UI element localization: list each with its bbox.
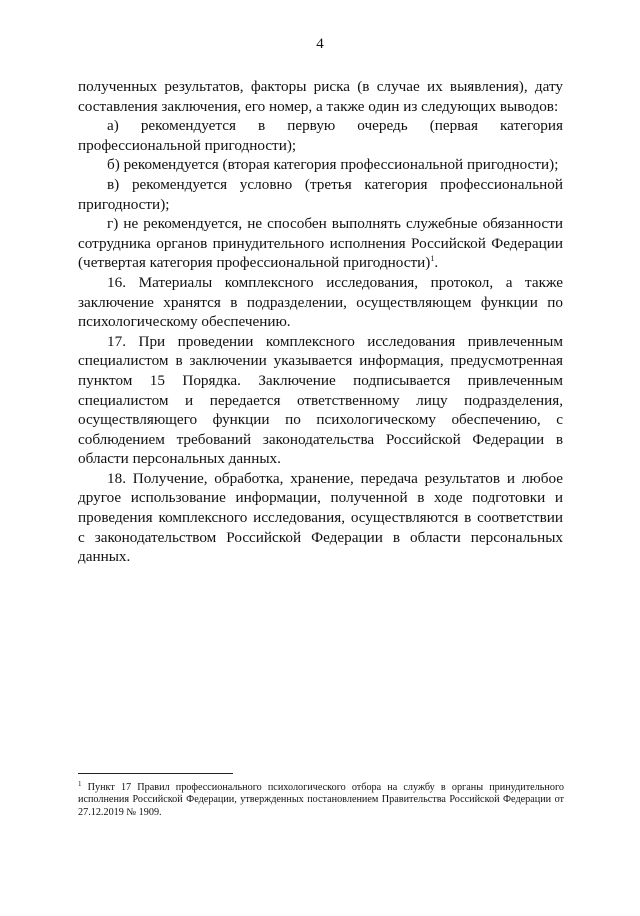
paragraph-17: 17. При проведении комплексного исследования привлеченным специалистом в заключении указывается информация, предусмотренная пунктом 15 Порядка. Заключение подписывается привлеченным специалистом и передается ответственному лицу подразделения, осуществляющего функции по психологическому обеспечению, с соблюдением требований законодательства Российской Федерации в области персональных данных.	[78, 332, 563, 468]
paragraph-18: 18. Получение, обработка, хранение, передача результатов и любое другое использование информации, полученной в ходе подготовки и проведения комплексного исследования, осуществляются в соответствии с законодательством Российской Федерации в области персональных данных.	[78, 469, 563, 566]
footnote-reference[interactable]: 1	[430, 254, 435, 264]
paragraph-option-b: б) рекомендуется (вторая категория профессиональной пригодности);	[107, 156, 559, 174]
document-body	[78, 77, 563, 567]
footnote-divider	[78, 773, 233, 774]
footnote	[78, 782, 564, 819]
paragraph-conclusion-contents: полученных результатов, факторы риска (в случае их выявления), дату составления заключения, его номер, а также один из следующих выводов:	[78, 78, 563, 115]
footnote-mark: 1	[78, 780, 82, 788]
paragraph-16: 16. Материалы комплексного исследования, протокол, а также заключение хранятся в подразделении, осуществляющем функции по психологическому обеспечению.	[78, 273, 563, 331]
paragraph-option-g	[78, 214, 563, 273]
paragraph-option-g-end: .	[434, 254, 439, 272]
paragraph-option-a: а) рекомендуется в первую очередь (первая категория профессиональной пригодности);	[78, 117, 563, 154]
page-number: 4	[316, 36, 324, 52]
footnote-text: Пункт 17 Правил профессионального психологического отбора на службу в органы принудительного исполнения Российской Федерации, утвержденных постановлением Правительства Российской Федерации от 27.12.2019 № 1909.	[78, 782, 564, 818]
paragraph-option-g-text: г) не рекомендуется, не способен выполнять служебные обязанности сотрудника органов принудительного исполнения Российской Федерации (четвертая категория профессиональной пригодности)	[78, 215, 563, 272]
paragraph-option-v: в) рекомендуется условно (третья категория профессиональной пригодности);	[78, 175, 563, 213]
